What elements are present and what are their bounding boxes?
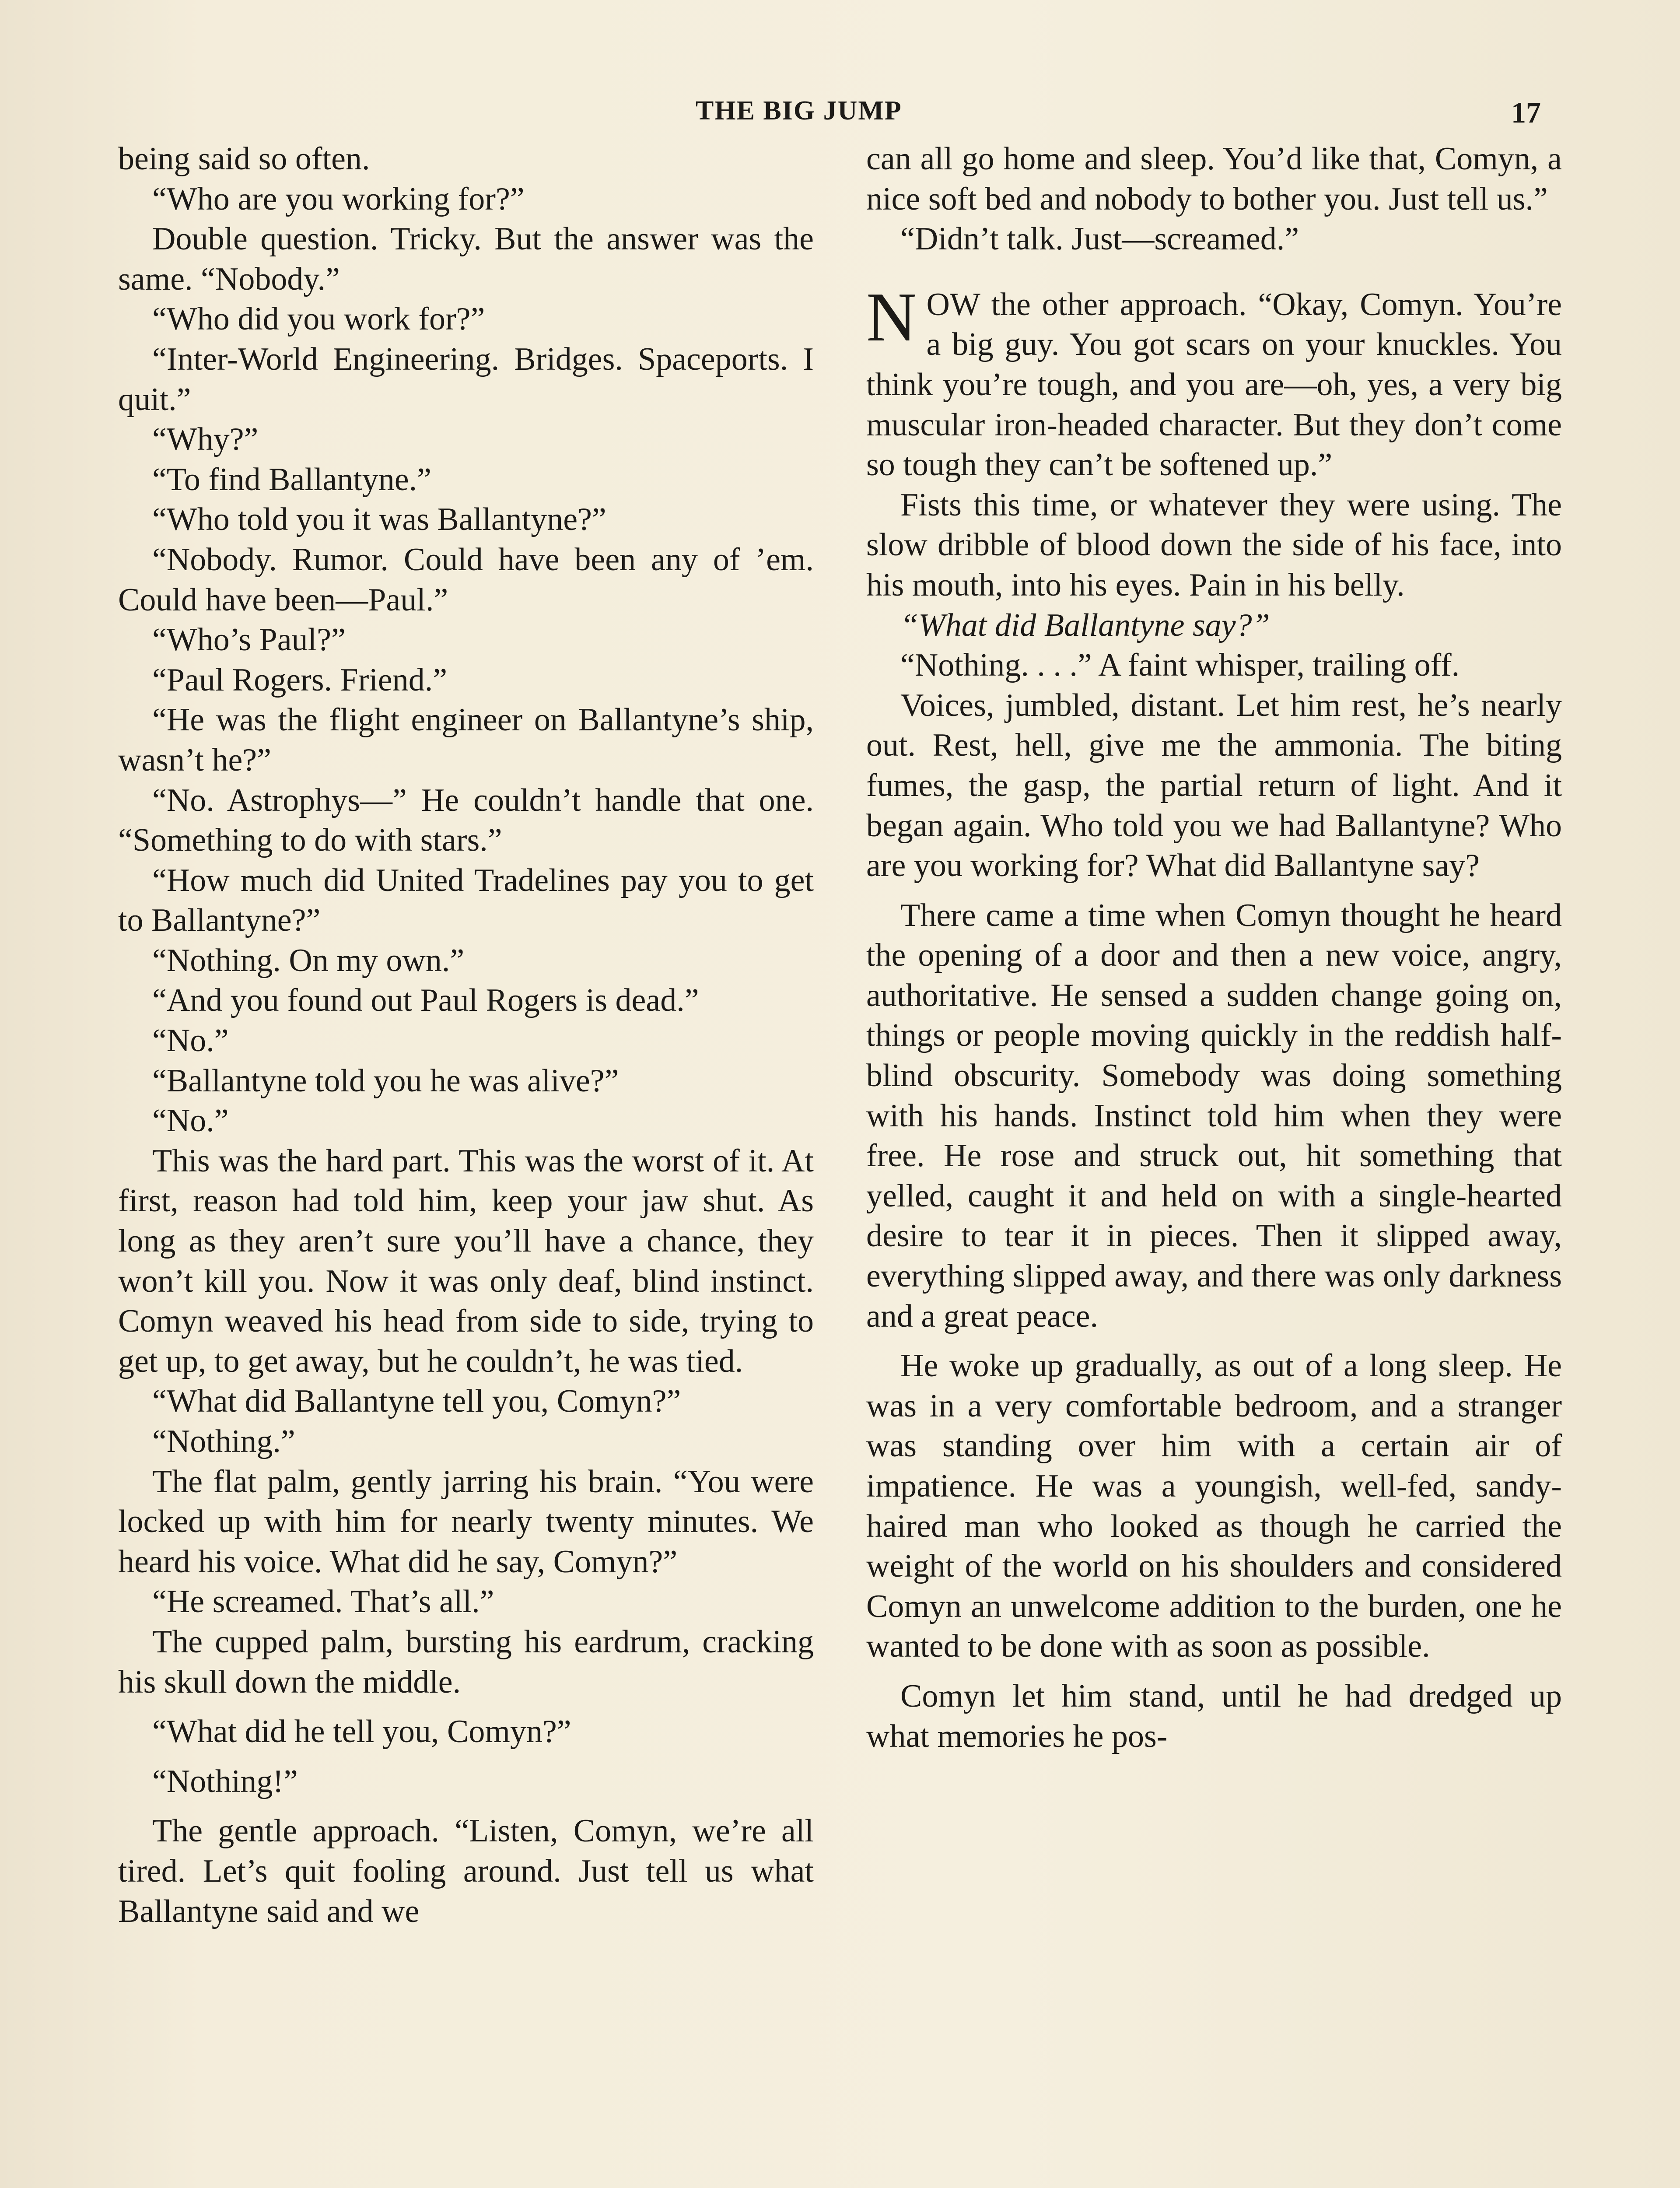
paragraph: “What did Ballantyne tell you, Comyn?”	[152, 1383, 681, 1420]
paragraph-text: OW the other approach. “Okay, Comyn. You’re a big guy. You got scars on your knuckles. You think you’re tough, and you are—oh, yes, a very big muscular iron-headed character. But they don’t come so tough they can’t be softened up.”	[866, 286, 1562, 483]
running-title: THE BIG JUMP	[696, 96, 902, 126]
paragraph: “Paul Rogers. Friend.”	[152, 662, 448, 698]
paragraph: “To find Ballantyne.”	[152, 461, 431, 498]
paragraph: The cupped palm, bursting his eardrum, cracking his skull down the middle.	[118, 1623, 814, 1700]
paragraph: “Ballantyne told you he was alive?”	[152, 1062, 619, 1099]
paragraph: “Who are you working for?”	[152, 181, 525, 217]
paragraph: This was the hard part. This was the worst of it. At first, reason had told him, keep your jaw shut. As long as they aren’t sure you’ll have a chance, they won’t kill you. Now it was only deaf, blind instinct. Comyn weaved his head from side to side, trying to get up, to get away, but he couldn’t, he was tied.	[118, 1143, 814, 1379]
paragraph: “How much did United Tradelines pay you to get to Ballantyne?”	[118, 862, 814, 939]
paragraph: “No.”	[152, 1103, 229, 1139]
paragraph: “Who told you it was Ballantyne?”	[152, 501, 606, 538]
paragraph: “Nobody. Rumor. Could have been any of ’em. Could have been—Paul.”	[118, 541, 814, 618]
paragraph: Voices, jumbled, distant. Let him rest, he’s nearly out. Rest, hell, give me the ammonia. The biting fumes, the gasp, the partial return of light. And it began again. Who told you we had Ballantyne? Who are you working for? What did Ballantyne say?	[866, 687, 1562, 884]
paragraph: “Inter-World Engineering. Bridges. Spaceports. I quit.”	[118, 341, 814, 417]
paragraph: “Nothing. . . .” A faint whisper, trailing off.	[900, 647, 1460, 684]
paragraph: “Who did you work for?”	[152, 301, 485, 337]
section-opening-paragraph	[866, 277, 1562, 485]
paragraph: “Nothing.”	[152, 1424, 295, 1459]
paragraph: “He screamed. That’s all.”	[152, 1584, 494, 1620]
paragraph: “Who’s Paul?”	[152, 622, 346, 658]
paragraph: “Nothing. On my own.”	[152, 942, 465, 978]
paragraph: being said so often.	[118, 141, 370, 177]
paragraph: The flat palm, gently jarring his brain. “You were locked up with him for nearly twenty minutes. We heard his voice. What did he say, Comyn?”	[118, 1463, 814, 1580]
paragraph: “No.”	[152, 1023, 229, 1059]
paragraph: “Nothing!”	[152, 1763, 298, 1799]
paragraph: “What did he tell you, Comyn?”	[152, 1714, 571, 1750]
left-text-column	[118, 139, 814, 1932]
paragraph: There came a time when Comyn thought he heard the opening of a door and then a new voice, angry, authoritative. He sensed a sudden change going on, things or people moving quickly in the reddish half-blind obscurity. Somebody was doing something with his hands. Instinct told him when they were free. He rose and struck out, hit something that yelled, caught it and held on with a single-hearted desire to tear it in pieces. Then it slipped away, everything slipped away, and there was only darkness and a great peace.	[866, 897, 1562, 1334]
right-text-column	[866, 139, 1562, 1757]
paragraph: The gentle approach. “Listen, Comyn, we’re all tired. Let’s quit fooling around. Just tell us what Ballantyne said and we	[118, 1813, 814, 1929]
paragraph: “No. Astrophys—” He couldn’t handle that one. “Something to do with stars.”	[118, 782, 814, 859]
paragraph: “What did Ballantyne say?”	[900, 607, 1270, 643]
paragraph: Comyn let him stand, until he had dredged up what memories he pos-	[866, 1678, 1562, 1754]
paragraph: “Why?”	[152, 421, 259, 458]
page-number: 17	[1511, 96, 1541, 129]
paragraph: “He was the flight engineer on Ballantyne’s ship, wasn’t he?”	[118, 702, 814, 778]
paragraph: Double question. Tricky. But the answer was the same. “Nobody.”	[118, 221, 814, 297]
paragraph: Fists this time, or whatever they were using. The slow dribble of blood down the side of his face, into his mouth, into his eyes. Pain in his belly.	[866, 487, 1562, 603]
drop-cap: N	[866, 277, 917, 356]
paragraph: “Didn’t talk. Just—screamed.”	[900, 221, 1299, 257]
paragraph: “And you found out Paul Rogers is dead.”	[152, 982, 699, 1019]
paragraph: can all go home and sleep. You’d like that, Comyn, a nice soft bed and nobody to bother you. Just tell us.”	[866, 141, 1562, 217]
paragraph: He woke up gradually, as out of a long sleep. He was in a very comfortable bedroom, and a stranger was standing over him with a certain air of impatience. He was a youngish, well-fed, sandy-haired man who looked as though he carried the weight of the world on his shoulders and considered Comyn an unwelcome addition to the burden, one he wanted to be done with as soon as possible.	[866, 1348, 1562, 1665]
